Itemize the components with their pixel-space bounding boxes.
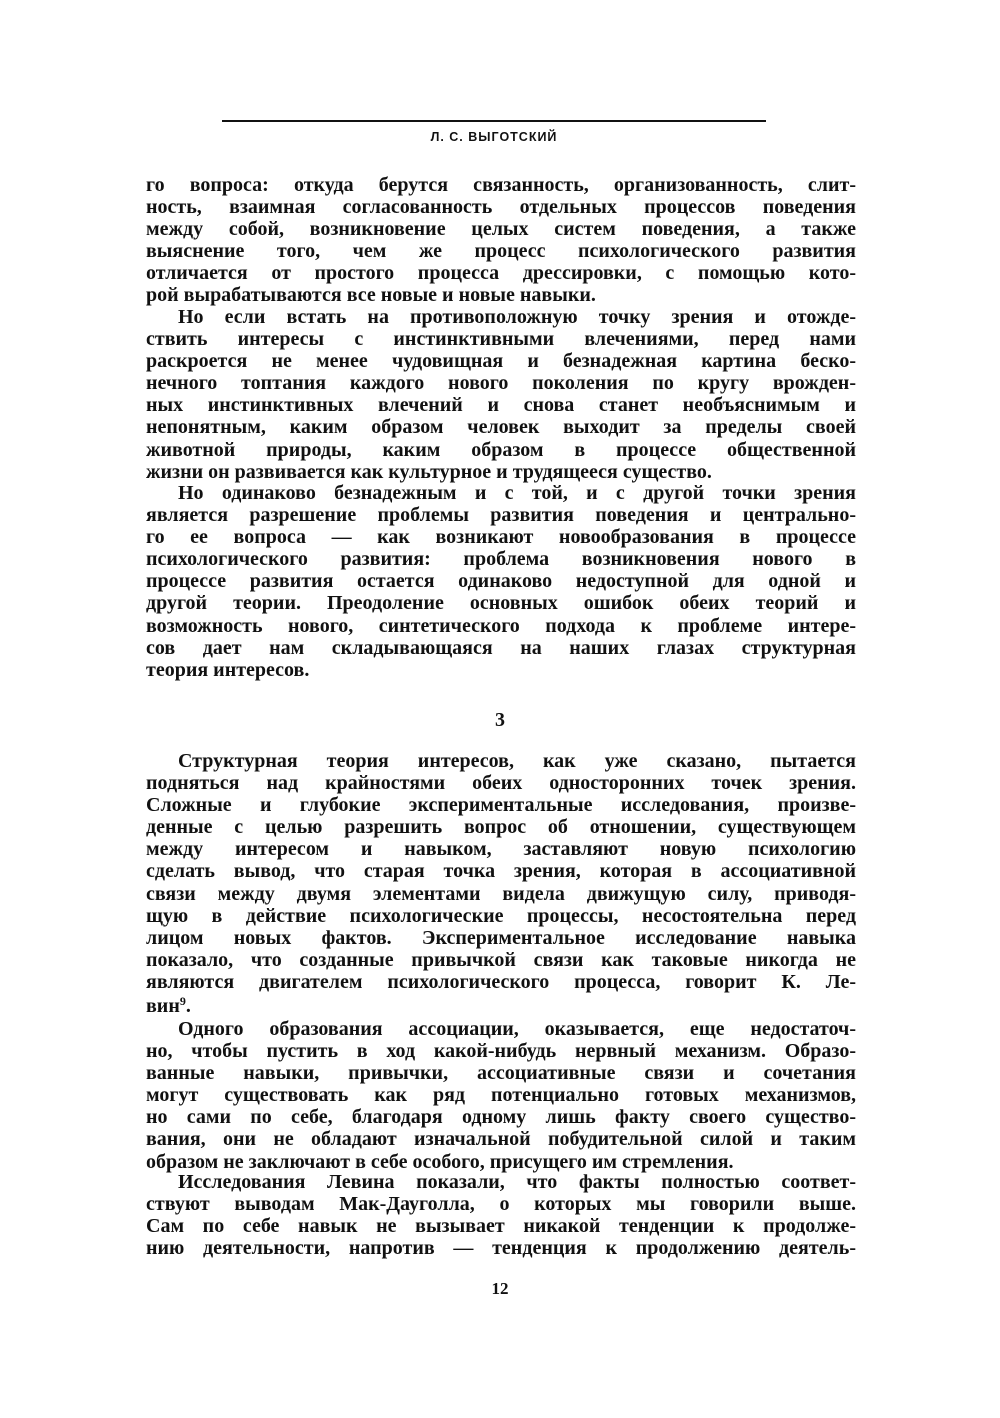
text-line: сделать вывод, что старая точка зрения, которая в ассоциативной (146, 860, 856, 883)
text-line: ных инстинктивных влечений и снова станет необъяснимым и (146, 394, 856, 417)
text-fragment: . (185, 995, 191, 1018)
text-fragment: вин (146, 995, 180, 1018)
text-line: психологического развития: проблема возникновения нового в (146, 548, 856, 571)
text-line: теория интересов. (146, 658, 310, 681)
text-line: го вопроса: откуда берутся связанность, организованность, слит- (146, 174, 856, 196)
text-line: раскроется не менее чудовищная и безнадежная картина беско- (146, 350, 856, 373)
text-line: подняться над крайностями обеих односторонних точек зрения. (146, 772, 856, 795)
text-line: животной природы, каким образом в процессе общественной (146, 438, 856, 461)
text-line: денные с целью разрешить вопрос об отношении, существующем (146, 816, 856, 839)
running-head: Л. С. ВЫГОТСКИЙ (430, 130, 558, 144)
paragraph (146, 750, 856, 1019)
text-line: между интересом и навыком, заставляют новую психологию (146, 838, 856, 861)
text-line: возможность нового, синтетического подхода к проблеме интере- (146, 614, 856, 637)
text-line: связи между двумя элементами видела движущую силу, приводя- (146, 882, 856, 905)
text-line: могут существовать как ряд потенциально готовых механизмов, (146, 1084, 856, 1107)
text-line (146, 993, 856, 1019)
text-line: ствуют выводам Мак-Дауголла, о которых мы говорили выше. (146, 1193, 856, 1216)
text-line: показало, что созданные привычкой связи как таковые никогда не (146, 948, 856, 971)
text-line: непонятным, каким образом человек выходит за пределы своей (146, 416, 856, 439)
text-line: между собой, возникновение целых систем поведения, а также (146, 218, 856, 241)
text-line: отличается от простого процесса дрессировки, с помощью кото- (146, 262, 856, 285)
text-line: лицом новых фактов. Экспериментальное исследование навыка (146, 926, 856, 949)
text-line: но сами по себе, благодаря одному лишь факту своего существо- (146, 1106, 856, 1129)
text-line: Но если встать на противоположную точку зрения и отожде- (178, 306, 856, 328)
text-line: являются двигателем психологического процесса, говорит К. Ле- (146, 970, 856, 993)
text-line: Сложные и глубокие экспериментальные исследования, произве- (146, 794, 856, 817)
paragraph (146, 306, 856, 483)
text-line: сов дает нам складывающаяся на наших глазах структурная (146, 636, 856, 659)
text-line: ствить интересы с инстинктивными влечениями, перед нами (146, 328, 856, 351)
text-line: Исследования Левина показали, что факты полностью соответ- (178, 1171, 856, 1193)
paragraph (146, 482, 856, 681)
text-line: ность, взаимная согласованность отдельных процессов поведения (146, 196, 856, 219)
paragraph (146, 1018, 856, 1173)
text-line: образом не заключают в себе особого, присущего им стремления. (146, 1150, 734, 1173)
text-line: щую в действие психологические процессы, несостоятельна перед (146, 904, 856, 927)
text-line: го ее вопроса — как возникают новообразования в процессе (146, 526, 856, 549)
text-line: нию деятельности, напротив — тенденция к продолжению деятель- (146, 1237, 856, 1260)
text-line: нечного топтания каждого нового поколения по кругу врожден- (146, 372, 856, 395)
text-line: является разрешение проблемы развития поведения и центрально- (146, 504, 856, 527)
text-line: другой теории. Преодоление основных ошибок обеих теорий и (146, 592, 856, 615)
text-line: Структурная теория интересов, как уже сказано, пытается (178, 750, 856, 772)
header-rule (222, 120, 766, 122)
paragraph (146, 174, 856, 307)
footnote-marker: 9 (179, 994, 186, 1009)
text-line: вания, они не обладают изначальной побудительной силой и таким (146, 1128, 856, 1151)
text-line: но, чтобы пустить в ход какой-нибудь нервный механизм. Образо- (146, 1040, 856, 1063)
text-line: Одного образования ассоциации, оказывается, еще недостаточ- (178, 1018, 856, 1040)
text-line: жизни он развивается как культурное и трудящееся существо. (146, 460, 712, 483)
paragraph (146, 1171, 856, 1259)
text-line: процессе развития остается одинаково недоступной для одной и (146, 570, 856, 593)
section-number: 3 (495, 709, 505, 731)
text-line: выяснение того, чем же процесс психологического развития (146, 240, 856, 263)
page-number: 12 (491, 1279, 509, 1298)
text-line: ванные навыки, привычки, ассоциативные связи и сочетания (146, 1062, 856, 1085)
text-line: Сам по себе навык не вызывает никакой тенденции к продолже- (146, 1215, 856, 1238)
text-line: рой вырабатываются все новые и новые навыки. (146, 284, 596, 307)
text-line: Но одинаково безнадежным и с той, и с другой точки зрения (178, 482, 856, 504)
